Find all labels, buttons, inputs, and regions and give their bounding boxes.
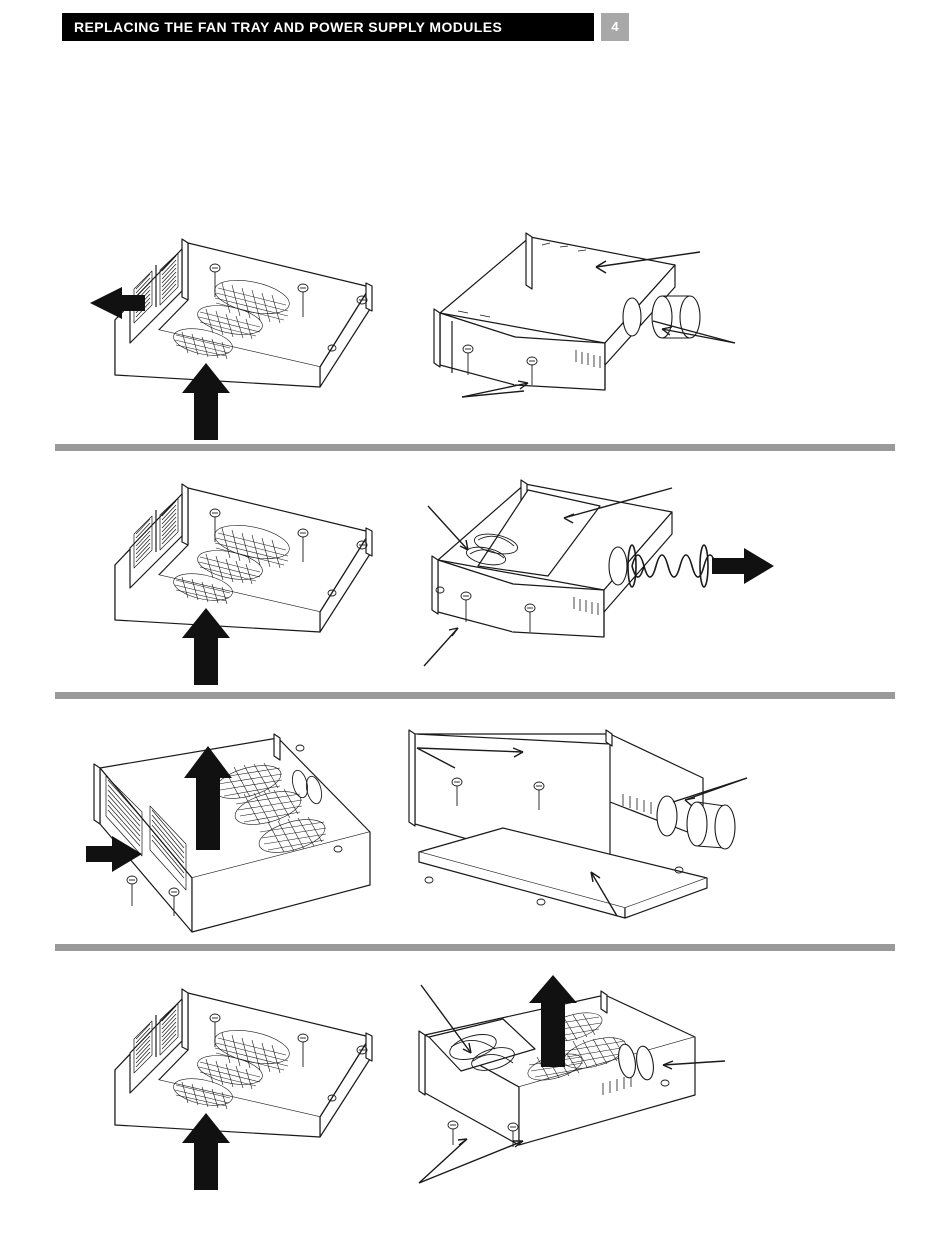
figure-chassis-front-left-fan-tray xyxy=(70,470,400,685)
page-title: REPLACING THE FAN TRAY AND POWER SUPPLY MODULES xyxy=(74,19,503,35)
figure-chassis-empty-bay xyxy=(395,720,765,935)
section-divider-2 xyxy=(55,692,895,699)
page-tab-number: 4 xyxy=(611,19,619,34)
figure-chassis-front-left-exploded xyxy=(70,225,400,440)
leader-screw xyxy=(424,628,458,666)
arrow-pull-right xyxy=(712,548,774,584)
section-divider-3 xyxy=(55,944,895,951)
section-divider-1 xyxy=(55,444,895,451)
leader-screws-bottom xyxy=(419,1139,523,1183)
figure-chassis-rear-right-exploded xyxy=(400,225,745,425)
leader-fan-tray xyxy=(428,506,468,550)
figure-chassis-rear-power-supply-removal xyxy=(400,470,780,670)
figure-chassis-fan-tray-lift-out xyxy=(395,975,750,1200)
figure-chassis-front-tilted-fan-tray xyxy=(70,720,390,940)
figure-chassis-front-left-final xyxy=(70,975,400,1190)
